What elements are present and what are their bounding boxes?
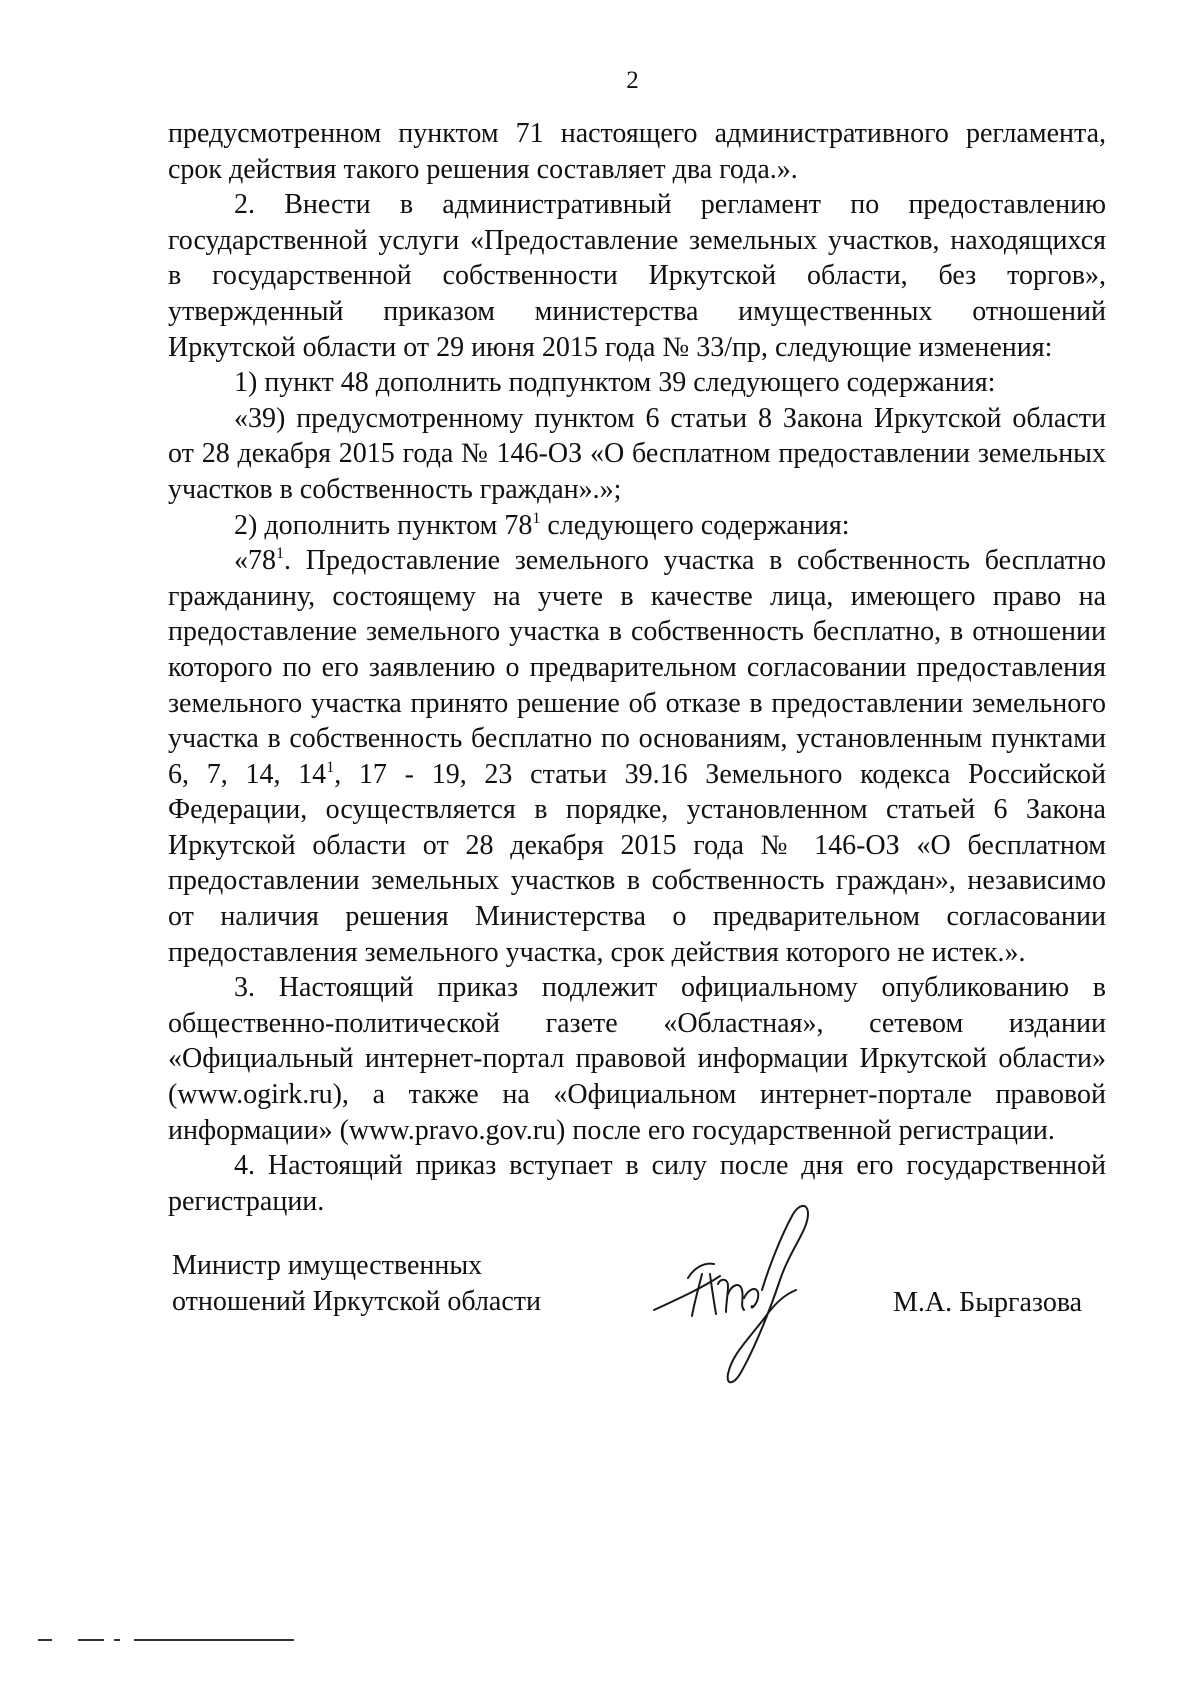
signatory-name: М.А. Быргазова	[893, 1287, 1083, 1318]
page-number: 2	[626, 67, 639, 94]
paragraph-continuation: предусмотренном пунктом 71 настоящего административного регламента, срок действия такого решения составляет два года.».	[168, 118, 1106, 185]
position-line-1: Министр имущественных	[172, 1250, 483, 1281]
text-segment: , 17 - 19, 23 статьи 39.16 Земельного кодекса Российской Федерации, осуществляется в порядке, установленном статьей 6 Закона Иркутской области от 28 декабря 2015 года № 146-ОЗ «О бесплатном предоставлении земельных участков в собственность граждан», независимо от наличия решения Министерства о предварительном согласовании предоставления земельного участка, срок действия которого не истек.».	[168, 758, 1107, 968]
signatory-position	[172, 1248, 541, 1320]
paragraph-subitem-1: 1) пункт 48 дополнить подпунктом 39 следующего содержания:	[234, 367, 996, 399]
scan-artifact-line	[38, 1636, 298, 1644]
paragraph-item-2: 2. Внести в административный регламент по предоставлению государственной услуги «Предоставление земельных участков, находящихся в государственной собственности Иркутской области, без торгов», утвержденный приказом министерства имущественных отношений Иркутской области от 29 июня 2015 года № 33/пр, следующие изменения:	[168, 189, 1106, 363]
superscript: 1	[532, 509, 541, 527]
paragraph-item-3: 3. Настоящий приказ подлежит официальному опубликованию в общественно-политической газете «Областная», сетевом издании «Официальный интернет-портал правовой информации Иркутской области» (www.ogirk.ru), а также на «Официальном интернет-портале правовой информации» (www.pravo.gov.ru) после его государственной регистрации.	[168, 972, 1106, 1146]
paragraph-quote-39: «39) предусмотренному пунктом 6 статьи 8 Закона Иркутской области от 28 декабря 2015 года № 146-ОЗ «О бесплатном предоставлении земельных участков в собственность граждан».»;	[168, 402, 1106, 505]
superscript: 1	[276, 545, 284, 563]
text-segment: следующего содержания:	[540, 509, 850, 541]
position-line-2: отношений Иркутской области	[172, 1286, 541, 1317]
paragraph-item-4: 4. Настоящий приказ вступает в силу после дня его государственной регистрации.	[168, 1150, 1106, 1217]
paragraph-subitem-2	[168, 508, 1106, 544]
document-body	[168, 116, 1106, 1219]
paragraph-quote-78-1	[168, 543, 1106, 970]
text-segment: «78	[234, 545, 276, 577]
text-segment: . Предоставление земельного участка в собственность бесплатно гражданину, состоящему на учете в качестве лица, имеющего право на предоставление земельного участка в собственность бесплатно, в отношении которого по его заявлению о предварительном согласовании предоставления земельного участка принято решение об отказе в предоставлении земельного участка в собственность бесплатно по основаниям, установленным пунктами 6, 7, 14, 14	[168, 545, 1106, 790]
superscript: 1	[326, 758, 335, 776]
text-segment: 2) дополнить пунктом 78	[234, 509, 533, 541]
handwritten-signature	[640, 1190, 860, 1390]
